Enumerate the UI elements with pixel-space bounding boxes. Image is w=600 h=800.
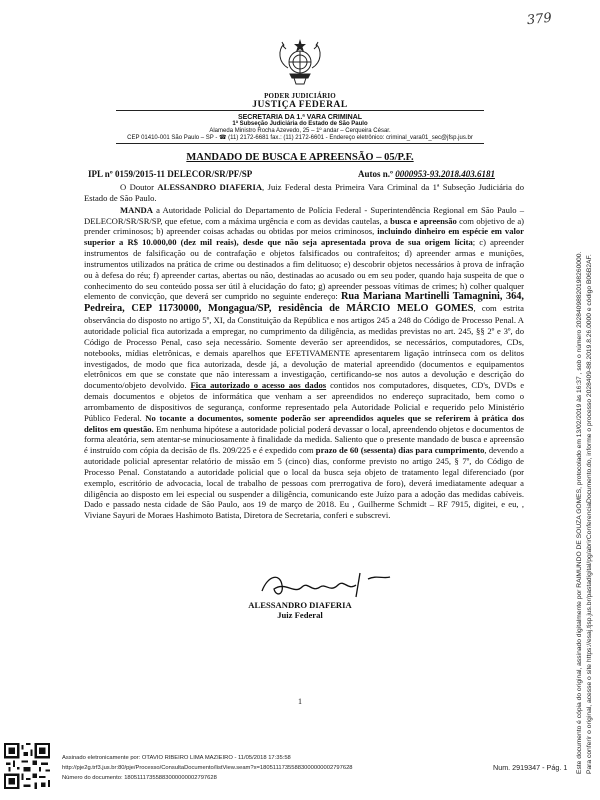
header-secretaria: SECRETARIA DA 1.ª VARA CRIMINAL: [237, 114, 363, 121]
document-body: [84, 182, 524, 521]
autos-number: 0000953-93.2018.403.6181: [395, 169, 495, 179]
side-stamp-line-1: Este documento é cópia do original, assinado digitalmente por RAIMUNDO DE SOUZA GOMES, protocolado em 13/02/2019 às 16:37 , sob o número 20284098820198260000.: [576, 251, 583, 774]
judge-signature: [256, 565, 396, 603]
footer-signed-by: Assinado eletronicamente por: OTAVIO RIBEIRO LIMA MAZIEIRO - 11/05/2018 17:35:58: [62, 755, 291, 761]
header-contact: CEP 01410-001 São Paulo – SP - ☎ (11) 2172-6681 fax.: (11) 2172-6601 - Endereço eletrônico: criminal_vara01_sec@jfsp.jus.br: [127, 135, 473, 141]
paragraph-order: MANDA a Autoridade Policial do Departamento de Polícia Federal - Superintendência Regional em São Paulo – DELECOR/SR/SR/SP, que efetue, com a máxima urgência e com as devidas cautelas, a busca e apreensão com objetivo de a) prender criminosos; b) apreender coisas achadas ou obtidas por meios criminosos, incluindo dinheiro em espécie em valor superior a R$ 10.000,00 (dez mil reais), desde que não seja apresentada prova de sua origem lícita; c) apreender instrumentos de falsificação ou de contrafação e objetos falsificados ou contrafeitos; d) apreender armas e munições, instrumentos utilizados na prática de crime ou destinados a fim delituoso; e) descobrir objetos necessários à prova de infração ou à defesa do réu; f) apreender cartas, abertas ou não, destinadas ao acusado ou em seu poder, quando haja suspeita de que o conhecimento do seu conteúdo possa ser útil à elucidação do fato; g) apreender pessoas vítimas de crimes; h) colher qualquer elemento de convicção, que deverá ser cumprido no seguinte endereço: Rua Mariana Martinelli Tamagnini, 364, Pedreira, CEP 11730000, Mongagua/SP, residência de MÁRCIO MELO GOMES, com estrita observância do disposto no artigo 5º, XI, da Constituição da República e nos artigos 245 a 248 do Código de Processo Penal. A autoridade policial fica autorizada a empregar, no cumprimento da diligência, as medidas previstas no art. 245, §§ 2º e 3º, do Código de Processo Penal, caso seja necessário. Somente deverão ser apreendidos, se necessários, computadores, CDs, notebooks, mídias eletrônicas, e demais aparelhos que EFETIVAMENTE apresentarem ligação intrínseca com os delitos investigados, de modo que fica autorizada, desde já, a devolução de material apreendido (documentos e equipamentos eletrônicos em que se constate que não interessam a investigação, certificando-se nos autos a devolução e descrição do documento/objeto devolvido. Fica autorizado o acesso aos dados contidos nos computadores, disquetes, CD's, DVDs e demais documentos e objetos de informática que venham a ser apreendidos no endereço supracitado, bem como o arrombamento de dispositivos de segurança, conforme representado pela Autoridade Policial e requerido pelo Ministério Público Federal. No tocante a documentos, somente poderão ser apreendidos aqueles que se referirem à prática dos delitos em questão. Em nenhuma hipótese a autoridade policial poderá devassar o local, apreendendo objetos e documentos de forma aleatória, sem atentar-se minuciosamente à finalidade da medida. Saliento que o presente mandado de busca e apreensão é instruído com cópia da decisão de fls. 209/225 e é expedido com prazo de 60 (sessenta) dias para cumprimento, devendo a autoridade policial apresentar relatório de missão em 5 (cinco) dias, conforme previsto no artigo 245, § 7º, do Código de Processo Penal. Constatando a autoridade policial que o local da busca seja objeto de tratamento legal diferenciado (por exemplo, escritório de advocacia, local de trabalho de pessoas com prerrogativa de foro), deverá imediatamente adequar a diligência ao disposto em lei especial ou suspender a diligência, comunicando este Juízo para a adoção das medidas cabíveis. Dado e passado nesta cidade de São Paulo, aos 19 de março de 2018. Eu , Guilherme Schmidt – RF 7915, digitei, e eu, , Viviane Sayuri de Moraes Hashimoto Batista, Diretora de Secretaria, conferi e subscrevi.: [84, 204, 525, 521]
footer-page-ref: Num. 2919347 - Pág. 1: [493, 763, 568, 772]
side-verification-stamp: [575, 14, 595, 774]
paragraph-intro: O Doutor ALESSANDRO DIAFERIA, Juiz Federal desta Primeira Vara Criminal da 1ª Subseção Judiciária do Estado de São Paulo.: [84, 182, 524, 203]
search-address: Rua Mariana Martinelli Tamagnini, 364, Pedreira, CEP 11730000, Mongagua/SP, residência de MÁRCIO MELO GOMES: [84, 291, 524, 315]
header-subsecao: 1ª Subseção Judiciária do Estado de São Paulo: [232, 121, 368, 127]
signature-name: ALESSANDRO DIAFERIA: [248, 600, 352, 610]
side-stamp-line-2: Para conferir o original, acesse o site https://esaj.tjsp.jus.br/pastadigital/pg/abrirConferenciaDocumento.do, informe o processo 2028409-88.2019.8.26.0000 e código B06B2AF.: [585, 254, 593, 774]
page-number: 1: [298, 697, 302, 706]
header-poder-judiciario: PODER JUDICIÁRIO: [264, 92, 336, 100]
header-justica-federal: JUSTIÇA FEDERAL: [252, 100, 348, 110]
header-rule-top: [116, 110, 484, 111]
footer-document-number: Número do documento: 18051117355883000000002797628: [62, 775, 217, 781]
coat-of-arms-icon: [272, 38, 328, 88]
judge-name: ALESSANDRO DIAFERIA: [157, 182, 263, 192]
document-title: MANDADO DE BUSCA E APREENSÃO – 05/P.F.: [186, 152, 414, 163]
autos-label: Autos n.º: [358, 169, 393, 179]
qr-code-icon[interactable]: [4, 743, 50, 789]
autos-reference: [358, 169, 495, 179]
header-street: Alameda Ministro Rocha Azevedo, 25 – 1º andar – Cerqueira César.: [209, 128, 391, 134]
footer-url[interactable]: http://pje2g.trf3.jus.br:80/pje/Processo/ConsultaDocumento/listView.seam?x=18051117355883000000002797628: [62, 765, 353, 771]
header-rule-bottom: [116, 143, 484, 144]
handwritten-page-number: 379: [526, 10, 553, 29]
signature-role: Juiz Federal: [277, 610, 323, 620]
ipl-number: IPL nº 0159/2015-11 DELECOR/SR/PF/SP: [88, 169, 253, 179]
